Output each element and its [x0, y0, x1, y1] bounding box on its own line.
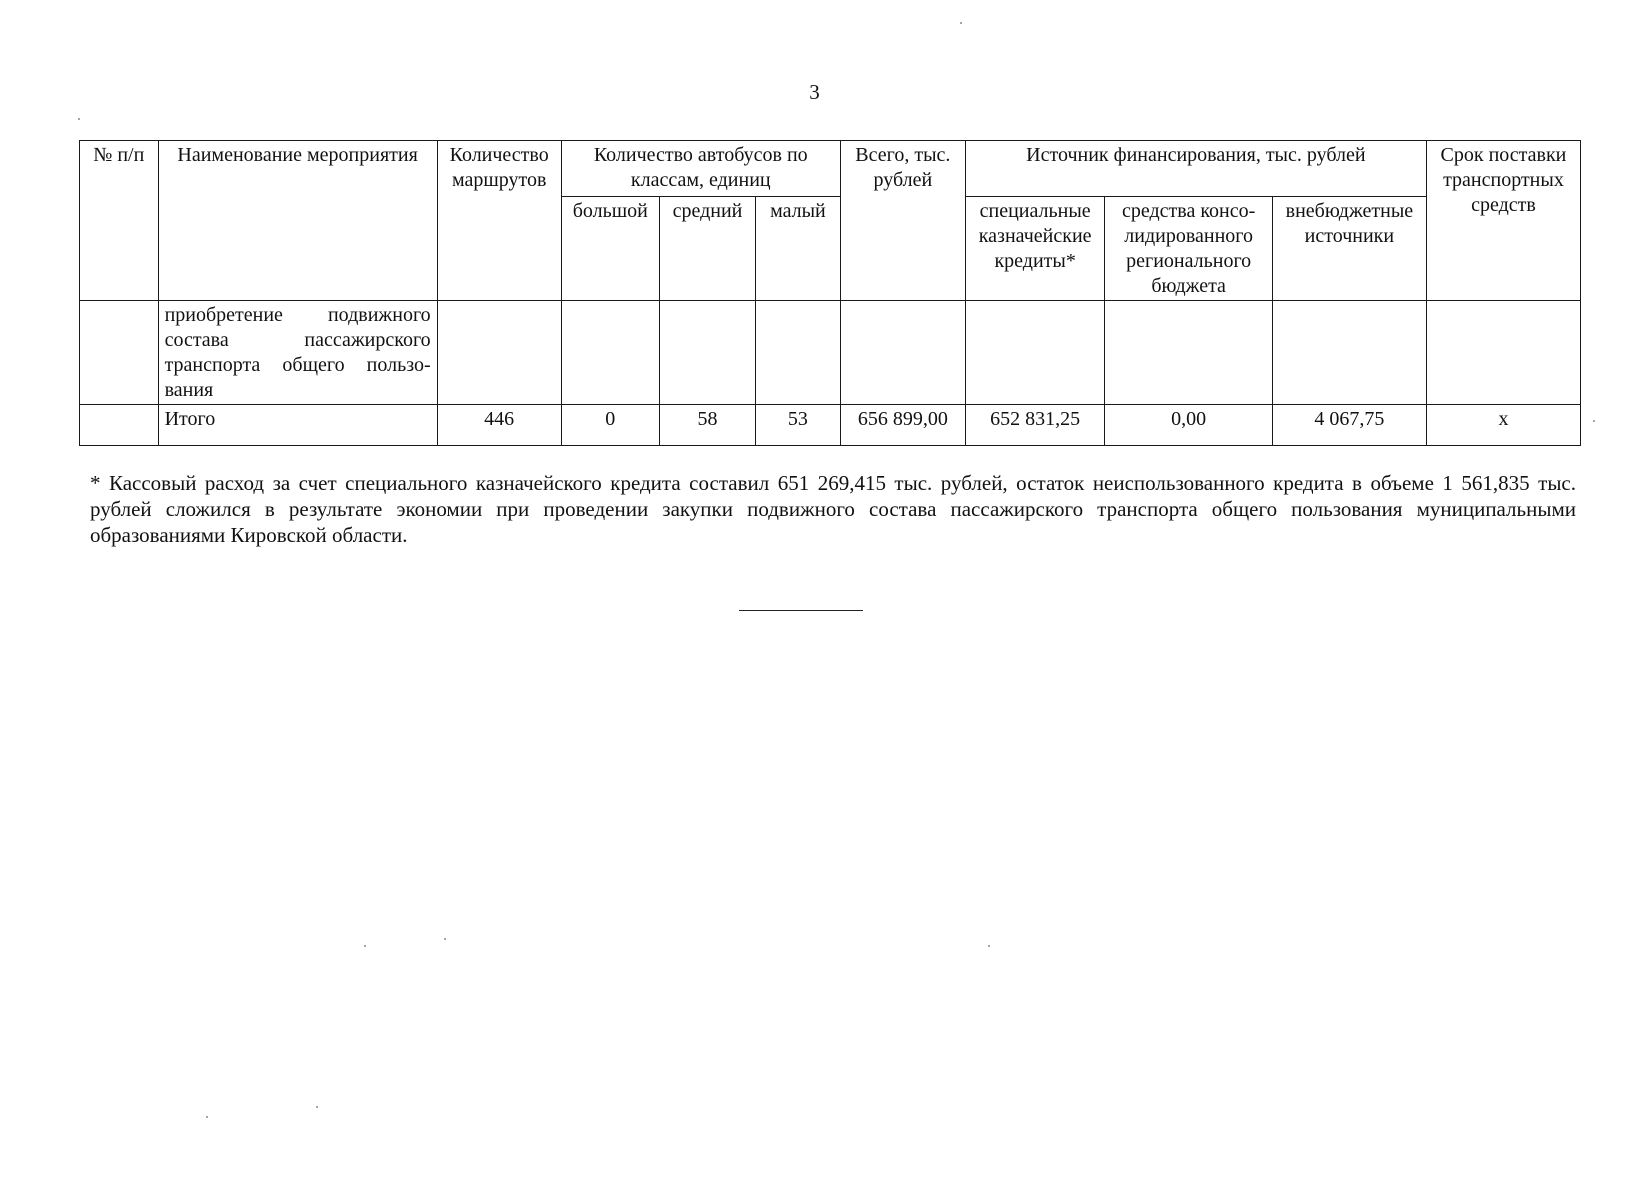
total-sum: 656 899,00 [840, 405, 965, 446]
table-row [80, 301, 1581, 405]
header-routes: Количество маршрутов [437, 141, 561, 301]
total-label: Итого [158, 405, 437, 446]
page-number: 3 [809, 80, 820, 104]
total-fund-special: 652 831,25 [965, 405, 1105, 446]
header-delivery: Срок поставки транспортных средств [1426, 141, 1580, 301]
header-name: Наименование мероприятия [158, 141, 437, 301]
cell-routes [437, 301, 561, 405]
scan-speck [444, 938, 446, 940]
header-buses-group: Количество автобусов по классам, единиц [561, 141, 840, 197]
scan-speck [988, 945, 990, 947]
cell-activity-name: приобретение подвижного состава пассажирского транспорта общего пользо-вания [158, 301, 437, 405]
total-fund-regional: 0,00 [1105, 405, 1272, 446]
total-bus-large: 0 [561, 405, 659, 446]
header-fund-regional: средства консо-лидированного регионального бюджета [1105, 197, 1272, 301]
cell-fund-regional [1105, 301, 1272, 405]
scan-speck [960, 22, 962, 24]
scan-speck [206, 1116, 208, 1118]
cell-bus-medium [659, 301, 755, 405]
cell-total [840, 301, 965, 405]
header-bus-medium: средний [659, 197, 755, 301]
cell-fund-special [965, 301, 1105, 405]
header-fund-special: специальные казначейские кредиты* [965, 197, 1105, 301]
cell-delivery [1426, 301, 1580, 405]
cell-bus-small [756, 301, 841, 405]
header-bus-small: малый [756, 197, 841, 301]
header-total: Всего, тыс. рублей [840, 141, 965, 301]
scan-speck [78, 118, 80, 120]
scan-speck [1593, 420, 1595, 422]
cell-bus-large [561, 301, 659, 405]
cell-num [80, 301, 159, 405]
header-fund-extra: внебюджетные источники [1272, 197, 1426, 301]
header-bus-large: большой [561, 197, 659, 301]
scan-speck [316, 1106, 318, 1108]
total-delivery: х [1426, 405, 1580, 446]
end-divider [739, 610, 863, 611]
cell-fund-extra [1272, 301, 1426, 405]
funding-table [79, 140, 1581, 446]
scan-speck [364, 945, 366, 947]
header-num: № п/п [80, 141, 159, 301]
total-bus-small: 53 [756, 405, 841, 446]
table-total-row [80, 405, 1581, 446]
total-num [80, 405, 159, 446]
total-fund-extra: 4 067,75 [1272, 405, 1426, 446]
funding-table-container [79, 140, 1581, 446]
footnote: * Кассовый расход за счет специального казначейского кредита составил 651 269,415 тыс. рублей, остаток неиспользованного кредита в объеме 1 561,835 тыс. рублей сложился в результате экономии при проведении закупки подвижного состава пассажирского транспорта общего пользования муниципальными образованиями Кировской области. [90, 471, 1576, 547]
header-funding-group: Источник финансирования, тыс. рублей [965, 141, 1426, 197]
table-header-row [80, 141, 1581, 197]
total-routes: 446 [437, 405, 561, 446]
total-bus-medium: 58 [659, 405, 755, 446]
